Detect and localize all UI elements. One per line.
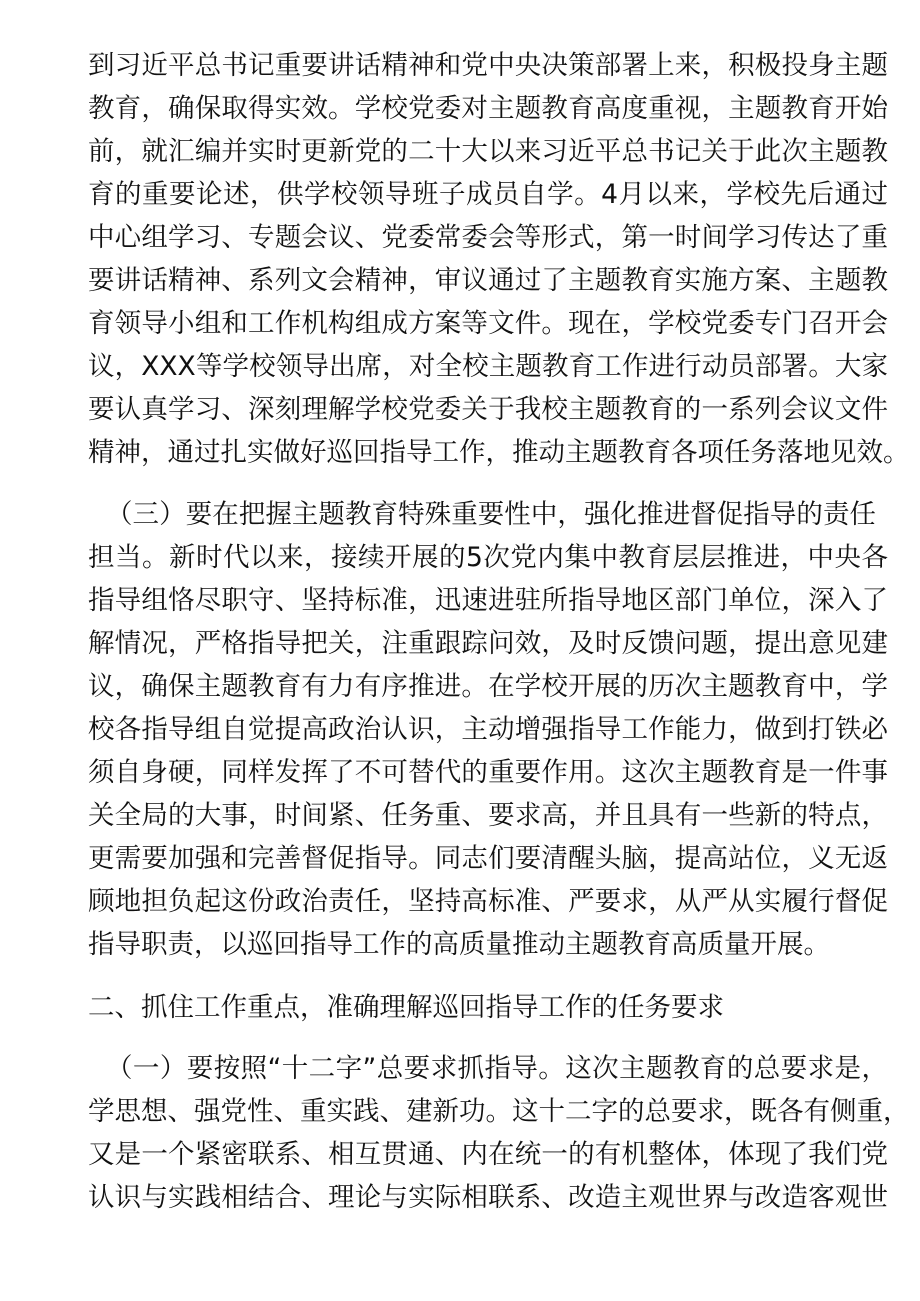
paragraph-line: 育的重要论述，供学校领导班子成员自学。4月以来，学校先后通过 [88,179,888,210]
paragraph-line: （三）要在把握主题教育特殊重要性中，强化推进督促指导的责任 [106,499,876,530]
paragraph-line: 要认真学习、深刻理解学校党委关于我校主题教育的一系列会议文件 [88,394,888,425]
paragraph-line: （一）要按照“十二字”总要求抓指导。这次主题教育的总要求是， [106,1053,888,1084]
paragraph-line: 须自身硬，同样发挥了不可替代的重要作用。这次主题教育是一件事 [88,757,888,788]
paragraph-line: 指导职责，以巡回指导工作的高质量推动主题教育高质量开展。 [88,929,830,960]
paragraph-line: 校各指导组自觉提高政治认识，主动增强指导工作能力，做到打铁必 [88,714,888,745]
paragraph-line: 担当。新时代以来，接续开展的5次党内集中教育层层推进，中央各 [88,542,888,573]
paragraph-line: 精神，通过扎实做好巡回指导工作，推动主题教育各项任务落地见效。 [88,437,910,468]
paragraph-line: 议，确保主题教育有力有序推进。在学校开展的历次主题教育中，学 [88,671,888,702]
section-heading: 二、抓住工作重点，准确理解巡回指导工作的任务要求 [88,992,724,1023]
paragraph-line: 关全局的大事，时间紧、任务重、要求高，并且具有一些新的特点， [88,800,888,831]
paragraph-line: 教育，确保取得实效。学校党委对主题教育高度重视，主题教育开始 [88,93,888,124]
paragraph-line: 顾地担负起这份政治责任，坚持高标准、严要求，从严从实履行督促 [88,886,888,917]
paragraph-line: 又是一个紧密联系、相互贯通、内在统一的有机整体，体现了我们党 [88,1139,888,1170]
paragraph-line: 要讲话精神、系列文会精神，审议通过了主题教育实施方案、主题教 [88,265,888,296]
paragraph-line: 更需要加强和完善督促指导。同志们要清醒头脑，提高站位，义无返 [88,843,888,874]
paragraph-line: 中心组学习、专题会议、党委常委会等形式，第一时间学习传达了重 [88,222,888,253]
paragraph-line: 指导组恪尽职守、坚持标准，迅速进驻所指导地区部门单位，深入了 [88,585,888,616]
paragraph-line: 议，XXX等学校领导出席，对全校主题教育工作进行动员部署。大家 [88,351,888,382]
paragraph-line: 前，就汇编并实时更新党的二十大以来习近平总书记关于此次主题教 [88,136,888,167]
paragraph-line: 到习近平总书记重要讲话精神和党中央决策部署上来，积极投身主题 [88,50,888,81]
paragraph-line: 解情况，严格指导把关，注重跟踪问效，及时反馈问题，提出意见建 [88,628,888,659]
paragraph-line: 学思想、强党性、重实践、建新功。这十二字的总要求，既各有侧重， [88,1096,910,1127]
paragraph-line: 认识与实践相结合、理论与实际相联系、改造主观世界与改造客观世 [88,1182,888,1213]
paragraph-line: 育领导小组和工作机构组成方案等文件。现在，学校党委专门召开会 [88,308,888,339]
